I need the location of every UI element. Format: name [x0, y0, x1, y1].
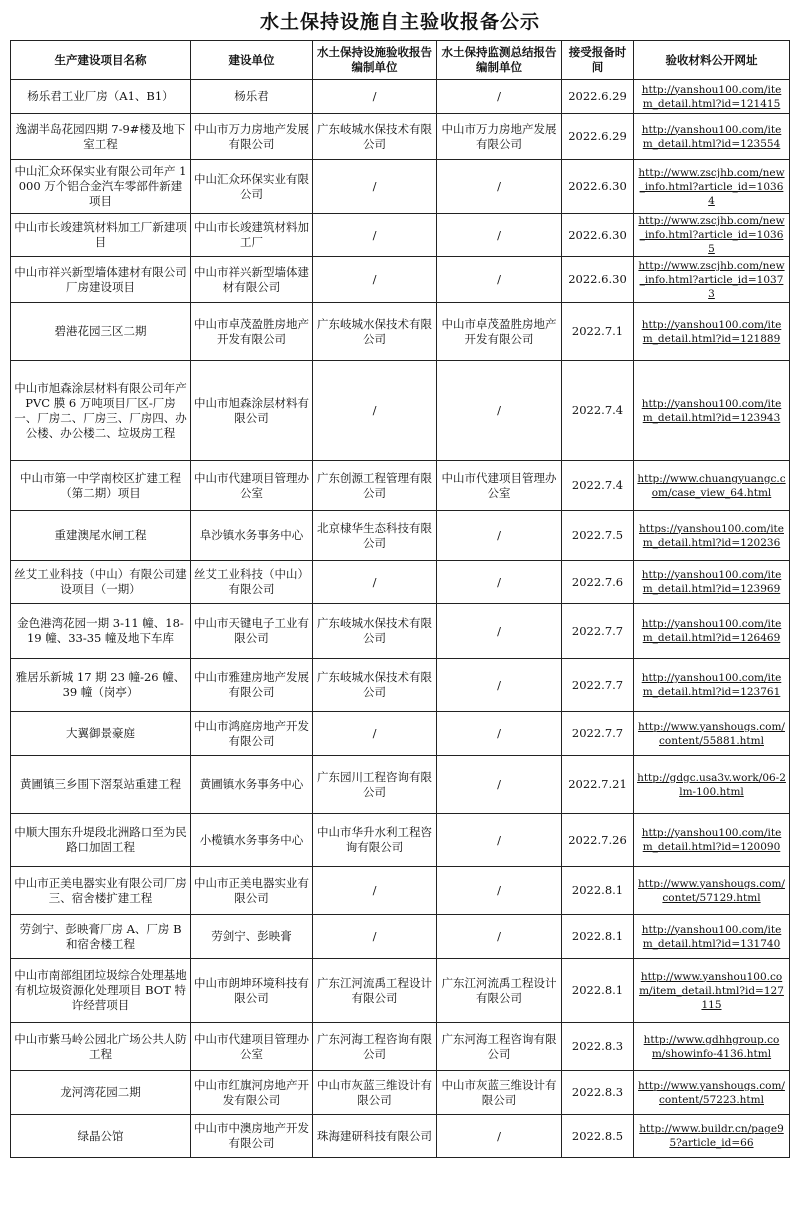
- cell-date: 2022.7.4: [562, 461, 634, 511]
- cell-acceptance-org: 广东岐城水保技术有限公司: [313, 303, 437, 361]
- cell-project: 金色港湾花园一期 3-11 幢、18-19 幢、33-35 幢及地下车库: [11, 604, 191, 659]
- table-row: [11, 867, 790, 915]
- cell-url[interactable]: http://yanshou100.com/item_detail.html?id=121889: [634, 303, 790, 361]
- cell-date: 2022.7.26: [562, 814, 634, 867]
- cell-project: 黄圃镇三乡围下滘泵站重建工程: [11, 756, 191, 814]
- table-row: [11, 959, 790, 1023]
- cell-builder: 中山市代建项目管理办公室: [191, 461, 313, 511]
- table-row: [11, 303, 790, 361]
- table-row: [11, 461, 790, 511]
- cell-acceptance-org: 广东江河流禹工程设计有限公司: [313, 959, 437, 1023]
- cell-date: 2022.7.6: [562, 561, 634, 604]
- cell-project: 逸湖半岛花园四期 7-9#楼及地下室工程: [11, 114, 191, 160]
- cell-url[interactable]: http://www.yanshou100.com/item_detail.html?id=127115: [634, 959, 790, 1023]
- cell-project: 雅居乐新城 17 期 23 幢-26 幢、39 幢（岗亭）: [11, 659, 191, 712]
- cell-url[interactable]: http://www.zscjhb.com/new_info.html?article_id=10365: [634, 214, 790, 257]
- table-row: [11, 1115, 790, 1158]
- cell-monitor-org: /: [437, 756, 562, 814]
- cell-project: 龙河湾花园二期: [11, 1071, 191, 1115]
- table-row: [11, 712, 790, 756]
- cell-monitor-org: /: [437, 511, 562, 561]
- header-acceptance-org: 水土保持设施验收报告编制单位: [313, 41, 437, 80]
- cell-monitor-org: /: [437, 712, 562, 756]
- cell-date: 2022.8.5: [562, 1115, 634, 1158]
- table-row: [11, 561, 790, 604]
- cell-url[interactable]: http://yanshou100.com/item_detail.html?id=123943: [634, 361, 790, 461]
- cell-project: 劳剑宁、彭映膏厂房 A、厂房 B 和宿舍楼工程: [11, 915, 191, 959]
- table-row: [11, 511, 790, 561]
- cell-url[interactable]: http://yanshou100.com/item_detail.html?id=131740: [634, 915, 790, 959]
- cell-date: 2022.7.7: [562, 659, 634, 712]
- cell-monitor-org: /: [437, 214, 562, 257]
- cell-date: 2022.8.1: [562, 959, 634, 1023]
- table-row: [11, 814, 790, 867]
- cell-monitor-org: /: [437, 867, 562, 915]
- cell-project: 中山市旭森涂层材料有限公司年产 PVC 膜 6 万吨项目厂区-厂房一、厂房二、厂房三、厂房四、办公楼、办公楼二、垃圾房工程: [11, 361, 191, 461]
- cell-acceptance-org: 北京棣华生态科技有限公司: [313, 511, 437, 561]
- table-row: [11, 1023, 790, 1071]
- cell-date: 2022.8.3: [562, 1071, 634, 1115]
- cell-project: 绿晶公馆: [11, 1115, 191, 1158]
- cell-date: 2022.7.21: [562, 756, 634, 814]
- cell-acceptance-org: /: [313, 867, 437, 915]
- cell-monitor-org: 广东河海工程咨询有限公司: [437, 1023, 562, 1071]
- cell-monitor-org: /: [437, 361, 562, 461]
- cell-builder: 中山汇众环保实业有限公司: [191, 160, 313, 214]
- table-row: [11, 756, 790, 814]
- cell-builder: 中山市长竣建筑材料加工厂: [191, 214, 313, 257]
- cell-project: 中山市长竣建筑材料加工厂新建项目: [11, 214, 191, 257]
- cell-date: 2022.7.4: [562, 361, 634, 461]
- cell-monitor-org: 中山市代建项目管理办公室: [437, 461, 562, 511]
- cell-url[interactable]: http://www.zscjhb.com/new_info.html?article_id=10364: [634, 160, 790, 214]
- cell-project: 重建澳尾水闸工程: [11, 511, 191, 561]
- cell-date: 2022.6.30: [562, 160, 634, 214]
- table-row: [11, 80, 790, 114]
- cell-date: 2022.8.1: [562, 915, 634, 959]
- cell-url[interactable]: http://yanshou100.com/item_detail.html?id=123969: [634, 561, 790, 604]
- table-row: [11, 659, 790, 712]
- cell-date: 2022.6.29: [562, 114, 634, 160]
- cell-url[interactable]: http://yanshou100.com/item_detail.html?id=121415: [634, 80, 790, 114]
- cell-date: 2022.6.30: [562, 257, 634, 303]
- cell-url[interactable]: https://yanshou100.com/item_detail.html?id=120236: [634, 511, 790, 561]
- cell-url[interactable]: http://yanshou100.com/item_detail.html?id=126469: [634, 604, 790, 659]
- cell-monitor-org: /: [437, 80, 562, 114]
- cell-monitor-org: 中山市万力房地产发展有限公司: [437, 114, 562, 160]
- cell-builder: 中山市正美电器实业有限公司: [191, 867, 313, 915]
- table-row: [11, 1071, 790, 1115]
- header-date: 接受报备时间: [562, 41, 634, 80]
- cell-acceptance-org: /: [313, 214, 437, 257]
- cell-monitor-org: /: [437, 659, 562, 712]
- cell-builder: 中山市旭森涂层材料有限公司: [191, 361, 313, 461]
- cell-project: 中山市第一中学南校区扩建工程（第二期）项目: [11, 461, 191, 511]
- cell-project: 中山市南部组团垃圾综合处理基地有机垃圾资源化处理项目 BOT 特许经营项目: [11, 959, 191, 1023]
- table-row: [11, 257, 790, 303]
- cell-monitor-org: /: [437, 561, 562, 604]
- cell-acceptance-org: /: [313, 80, 437, 114]
- table-body: [11, 80, 790, 1158]
- cell-date: 2022.7.7: [562, 712, 634, 756]
- cell-builder: 中山市祥兴新型墙体建材有限公司: [191, 257, 313, 303]
- table-row: [11, 604, 790, 659]
- cell-acceptance-org: 广东岐城水保技术有限公司: [313, 604, 437, 659]
- cell-acceptance-org: 中山市华升水利工程咨询有限公司: [313, 814, 437, 867]
- cell-acceptance-org: /: [313, 160, 437, 214]
- cell-builder: 中山市鸿庭房地产开发有限公司: [191, 712, 313, 756]
- cell-builder: 劳剑宁、彭映膏: [191, 915, 313, 959]
- cell-builder: 中山市万力房地产发展有限公司: [191, 114, 313, 160]
- cell-monitor-org: 中山市灰蓝三维设计有限公司: [437, 1071, 562, 1115]
- cell-date: 2022.6.30: [562, 214, 634, 257]
- header-project: 生产建设项目名称: [11, 41, 191, 80]
- cell-monitor-org: /: [437, 257, 562, 303]
- cell-acceptance-org: 广东河海工程咨询有限公司: [313, 1023, 437, 1071]
- cell-acceptance-org: /: [313, 361, 437, 461]
- cell-builder: 中山市朗坤环境科技有限公司: [191, 959, 313, 1023]
- cell-url[interactable]: http://www.yanshougs.com/content/55881.html: [634, 712, 790, 756]
- cell-acceptance-org: 中山市灰蓝三维设计有限公司: [313, 1071, 437, 1115]
- cell-builder: 阜沙镇水务事务中心: [191, 511, 313, 561]
- cell-acceptance-org: 广东园川工程咨询有限公司: [313, 756, 437, 814]
- cell-url[interactable]: http://yanshou100.com/item_detail.html?id=123761: [634, 659, 790, 712]
- cell-builder: 杨乐君: [191, 80, 313, 114]
- cell-url[interactable]: http://gdgc.usa3v.work/06-2lm-100.html: [634, 756, 790, 814]
- table-row: [11, 361, 790, 461]
- table-row: [11, 915, 790, 959]
- cell-acceptance-org: 珠海建研科技有限公司: [313, 1115, 437, 1158]
- header-builder: 建设单位: [191, 41, 313, 80]
- page-title: 水土保持设施自主验收报备公示: [259, 11, 540, 33]
- cell-builder: 小榄镇水务事务中心: [191, 814, 313, 867]
- cell-acceptance-org: /: [313, 561, 437, 604]
- cell-url[interactable]: http://yanshou100.com/item_detail.html?id=120090: [634, 814, 790, 867]
- cell-date: 2022.7.1: [562, 303, 634, 361]
- table-row: [11, 160, 790, 214]
- cell-monitor-org: 广东江河流禹工程设计有限公司: [437, 959, 562, 1023]
- cell-date: 2022.8.3: [562, 1023, 634, 1071]
- report-table: [10, 40, 790, 1158]
- cell-project: 中山市祥兴新型墙体建材有限公司厂房建设项目: [11, 257, 191, 303]
- cell-project: 中顺大围东升堤段北洲路口至为民路口加固工程: [11, 814, 191, 867]
- cell-monitor-org: /: [437, 915, 562, 959]
- cell-builder: 中山市代建项目管理办公室: [191, 1023, 313, 1071]
- cell-monitor-org: /: [437, 160, 562, 214]
- table-row: [11, 114, 790, 160]
- cell-builder: 中山市中澳房地产开发有限公司: [191, 1115, 313, 1158]
- cell-acceptance-org: /: [313, 712, 437, 756]
- cell-builder: 黄圃镇水务事务中心: [191, 756, 313, 814]
- cell-url[interactable]: http://yanshou100.com/item_detail.html?id=123554: [634, 114, 790, 160]
- table-row: [11, 214, 790, 257]
- cell-url[interactable]: http://www.yanshougs.com/content/57223.html: [634, 1071, 790, 1115]
- cell-project: 中山汇众环保实业有限公司年产 1000 万个铝合金汽车零部件新建项目: [11, 160, 191, 214]
- cell-url[interactable]: http://www.buildr.cn/page95?article_id=66: [634, 1115, 790, 1158]
- cell-builder: 中山市天键电子工业有限公司: [191, 604, 313, 659]
- cell-acceptance-org: 广东岐城水保技术有限公司: [313, 114, 437, 160]
- cell-url[interactable]: http://www.gdhhgroup.com/showinfo-4136.html: [634, 1023, 790, 1071]
- cell-project: 大翼御景豪庭: [11, 712, 191, 756]
- cell-monitor-org: /: [437, 1115, 562, 1158]
- cell-project: 杨乐君工业厂房（A1、B1）: [11, 80, 191, 114]
- cell-acceptance-org: 广东岐城水保技术有限公司: [313, 659, 437, 712]
- cell-monitor-org: /: [437, 604, 562, 659]
- cell-date: 2022.6.29: [562, 80, 634, 114]
- cell-project: 碧港花园三区二期: [11, 303, 191, 361]
- cell-acceptance-org: 广东创源工程管理有限公司: [313, 461, 437, 511]
- cell-acceptance-org: /: [313, 915, 437, 959]
- cell-monitor-org: /: [437, 814, 562, 867]
- cell-date: 2022.7.5: [562, 511, 634, 561]
- cell-project: 丝艾工业科技（中山）有限公司建设项目（一期）: [11, 561, 191, 604]
- cell-url[interactable]: http://www.yanshougs.com/contet/57129.html: [634, 867, 790, 915]
- cell-builder: 丝艾工业科技（中山）有限公司: [191, 561, 313, 604]
- cell-builder: 中山市红旗河房地产开发有限公司: [191, 1071, 313, 1115]
- cell-builder: 中山市雅建房地产发展有限公司: [191, 659, 313, 712]
- cell-date: 2022.7.7: [562, 604, 634, 659]
- cell-date: 2022.8.1: [562, 867, 634, 915]
- cell-monitor-org: 中山市卓茂盈胜房地产开发有限公司: [437, 303, 562, 361]
- cell-builder: 中山市卓茂盈胜房地产开发有限公司: [191, 303, 313, 361]
- cell-acceptance-org: /: [313, 257, 437, 303]
- cell-project: 中山市正美电器实业有限公司厂房三、宿舍楼扩建工程: [11, 867, 191, 915]
- header-url: 验收材料公开网址: [634, 41, 790, 80]
- table-header-row: [11, 41, 790, 80]
- header-monitor-org: 水土保持监测总结报告编制单位: [437, 41, 562, 80]
- cell-url[interactable]: http://www.chuangyuangc.com/case_view_64.html: [634, 461, 790, 511]
- cell-url[interactable]: http://www.zscjhb.com/new_info.html?article_id=10373: [634, 257, 790, 303]
- cell-project: 中山市紫马岭公园北广场公共人防工程: [11, 1023, 191, 1071]
